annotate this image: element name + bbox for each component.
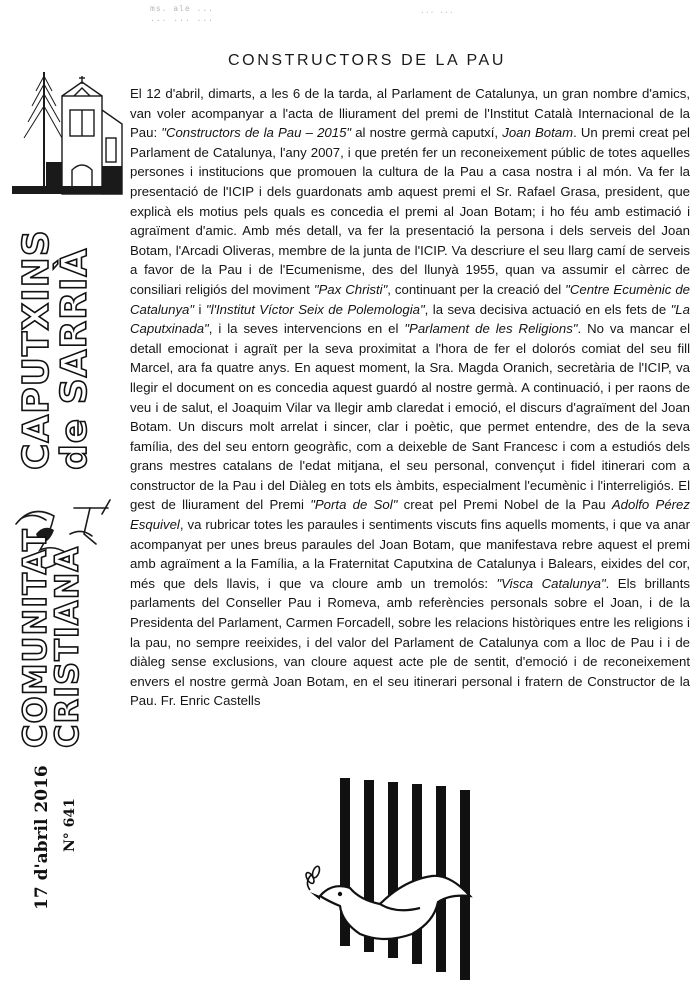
comunitat-label: COMUNITAT [16, 528, 54, 748]
article-italic-segment: "l'Institut Víctor Seix de Polemologia" [205, 301, 425, 317]
article-text-segment: El 12 d'abril, dimarts, a les 6 de la tarda, al Parlament de Catalunya, un gran nombre d'amics, van voler acompanyar a l'acta de lliurament del premi de l'Institut Català Internacional de la Pau: [130, 86, 690, 141]
article-text-segment: . Els brillants parlaments del Conseller Pau i Romeva, amb referències personals sobre el Joan, i de la Presidenta del Parlament, Carmen Forcadell, sobre les relacions històriques entre les religions i la pau, no sempre reeixides, i del valor del Parlament de Catalunya com a lloc de Pau i i de diàleg sense exclusions, van cloure aquest acte ple de sentit, d'emoció i de reconeixement envers el nostre germà Joan Botam, en el seu itinerari personal i fratern de Constructor de la Pau. Fr. Enric Castells [130, 575, 690, 709]
article-text-segment: . Un premi creat pel Parlament de Catalunya, l'any 2007, i que pretén fer un reconeixement públic de totes aquelles persones i institucions que promouen la cultura de la Pau a casa nostra i al món. Va fer la presentació de l'ICIP i dels guardonats amb aquest premi el Sr. Rafael Grasa, president, que explicà els motius pels quals es concedia el premi al Joan Botam; i ho féu amb estimació i agraïment d'amic. Amb més detall, va fer la presentació la persona i dels serveis del Joan Botam, l'Arcadi Oliveras, membre de la junta de l'ICIP. Va descriure el seu llarg camí de serveis a favor de la Pau i de l'Ecumenisme, des del llunyà 1955, quan va assumir el càrrec de consiliari religiós del moviment [130, 125, 690, 297]
article-text-segment: , la seva decisiva actuació en els fets de [424, 301, 671, 317]
church-illustration [6, 66, 126, 206]
capuchins-label: CAPUTXINS [16, 229, 57, 470]
faint-stamp: ms. ale ... ... ... ... [150, 4, 214, 23]
article-italic-segment: "La Caputxinada" [130, 301, 690, 337]
sarria-label: de SARRIÀ [54, 247, 95, 470]
article-text-segment: , continuant per la creació del [387, 281, 566, 297]
issue-date: 17 d'abril 2016 [32, 765, 52, 910]
article-italic-segment: "Pax Christi" [313, 281, 388, 297]
article-italic-segment: Joan Botam [502, 125, 574, 141]
article-italic-segment: "Parlament de les Religions" [404, 321, 578, 337]
dove-behind-bars-illustration [300, 778, 500, 988]
article-text-segment: al nostre germà caputxí, [351, 125, 503, 141]
article-paragraph [130, 84, 690, 711]
article-text-segment: i [194, 301, 206, 317]
issue-number: N° 641 [62, 798, 78, 852]
article-text-segment: , va rubricar totes les paraules i sentiments viscuts fins aquells moments, i que va anar acompanyat per unes breus paraules del Joan Botam, que manifestava rebre aquest el premi amb agraïment a la Família, a la Fraternitat Caputxina de Catalunya i Balears, eixides del cor, més que dels llavis, i que va cloure amb un tremolós: [130, 517, 690, 591]
article-italic-segment: "Visca Catalunya" [496, 575, 606, 591]
article-text-segment: . No va mancar el detall emocionat i agraït per la seva proximitat a l'hora de fer el dolorós comiat del seu fill Marcel, ara fa quatre anys. En aquest moment, la Sra. Magda Oranich, secretària de l'ICIP, va llegir el document on es concedia aquest guardó al nostre germà. A continuació, i per raons de veu i de salut, el Joaquim Vilar va llegir amb claredat i emoció, el discurs d'agraïment del Joan Botam. Un discurs molt arrelat i sincer, clar i poètic, que permet entendre, des de la seva família, des del seu entorn geogràfic, com a deixeble de Sant Francesc i com a estudiós dels grans mestres catalans de l'edat mitjana, el seu personal, convençut i fidel itinerari com a constructor de la Pau i del Diàleg en tots els àmbits, especialment l'ecumènic i l'interreligiós. El gest de lliurament del Premi [130, 321, 690, 513]
article-italic-segment: "Constructors de la Pau – 2015" [161, 125, 352, 141]
faint-mark: ... ... [420, 6, 454, 15]
article-italic-segment: "Porta de Sol" [310, 497, 398, 513]
article-title: CONSTRUCTORS DE LA PAU [228, 52, 506, 69]
article-text-segment: , i la seves intervencions en el [208, 321, 405, 337]
article-text-segment: creat pel Premi Nobel de la Pau [397, 497, 612, 513]
article-italic-segment: "Centre Ecumènic de Catalunya" [130, 281, 690, 317]
article-body [130, 84, 690, 711]
article-italic-segment: Adolfo Pérez Esquivel [130, 497, 690, 533]
cristiana-label: CRISTIANA [48, 545, 86, 748]
